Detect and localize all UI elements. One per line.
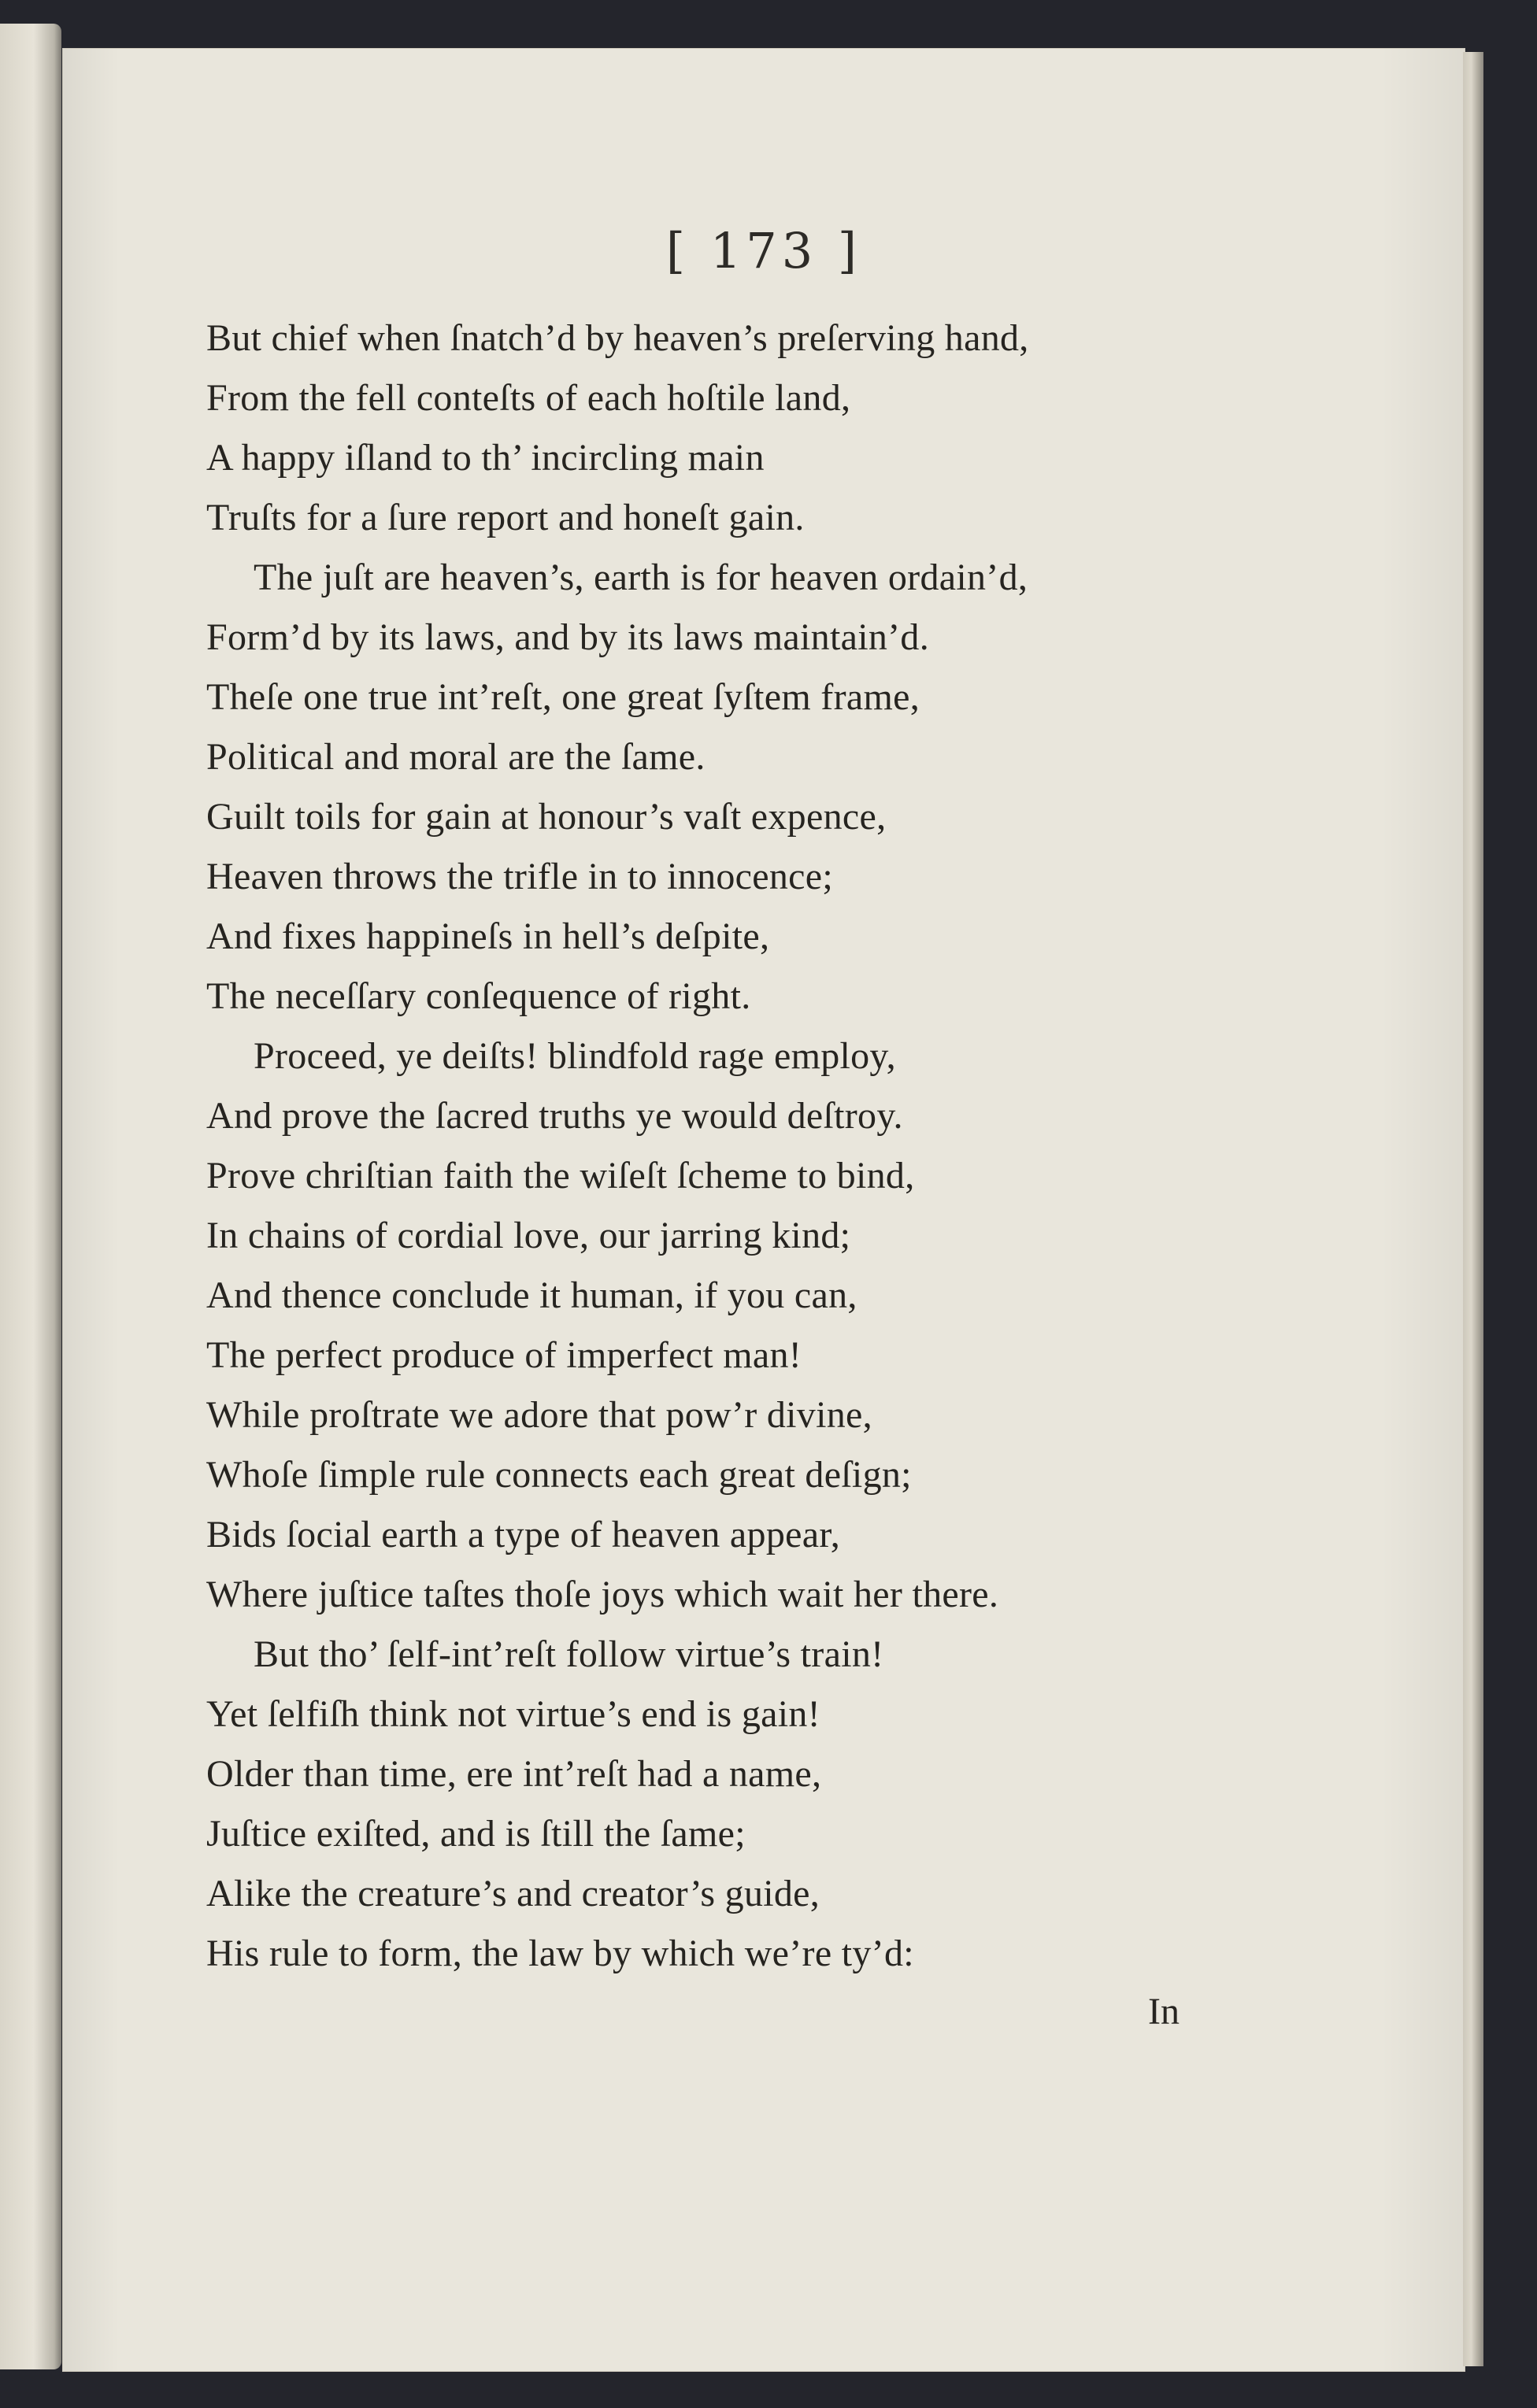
verse-line: Prove chriſtian faith the wiſeſt ſcheme to bind, [206,1155,915,1197]
verse-line: Bids ſocial earth a type of heaven appear, [206,1514,840,1555]
verse-line: While proſtrate we adore that pow’r divine, [206,1394,872,1436]
verse-line: Where juſtice taſtes thoſe joys which wait her there. [206,1574,999,1615]
verse-line: In chains of cordial love, our jarring kind; [206,1215,851,1256]
catchword: In [1148,1991,1180,2033]
verse-line: Juſtice exiſted, and is ſtill the ſame; [206,1813,746,1855]
verse-line: The neceſſary conſequence of right. [206,975,751,1017]
verse-line: Older than time, ere int’reſt had a name, [206,1753,822,1795]
verse-line: Whoſe ſimple rule connects each great deſign; [206,1454,912,1496]
verse-line: Truſts for a ſure report and honeſt gain. [206,497,805,538]
left-page-edge [0,24,61,2369]
verse-line: Political and moral are the ſame. [206,736,706,778]
verse-line: The perfect produce of imperfect man! [206,1334,802,1376]
verse-line: Guilt toils for gain at honour’s vaſt expence, [206,796,887,838]
verse-line: The juſt are heaven’s, earth is for heaven ordain’d, [254,557,1028,598]
verse-line: And fixes happineſs in hell’s deſpite, [206,915,770,957]
verse-line: But tho’ ſelf-int’reſt follow virtue’s train! [254,1633,884,1675]
verse-line: Heaven throws the trifle in to innocence; [206,856,834,897]
verse-line: Form’d by its laws, and by its laws maintain’d. [206,616,930,658]
verse-line: A happy iſland to th’ incircling main [206,437,765,479]
verse-line: His rule to form, the law by which we’re ty’d: [206,1933,914,1974]
verse-line: Theſe one true int’reſt, one great ſyſtem frame, [206,676,920,718]
verse-line: And thence conclude it human, if you can, [206,1274,857,1316]
verse-line: Proceed, ye deiſts! blindfold rage employ, [254,1035,896,1077]
verse-line: From the fell conteſts of each hoſtile land, [206,377,851,419]
verse-line: Alike the creature’s and creator’s guide, [206,1873,820,1914]
verse-line: And prove the ſacred truths ye would deſtroy. [206,1095,903,1137]
page-edges [1463,52,1483,2366]
page-number-header: [ 173 ] [665,222,862,279]
verse-line: But chief when ſnatch’d by heaven’s preſerving hand, [206,317,1029,359]
verse-line: Yet ſelfiſh think not virtue’s end is gain! [206,1693,820,1735]
